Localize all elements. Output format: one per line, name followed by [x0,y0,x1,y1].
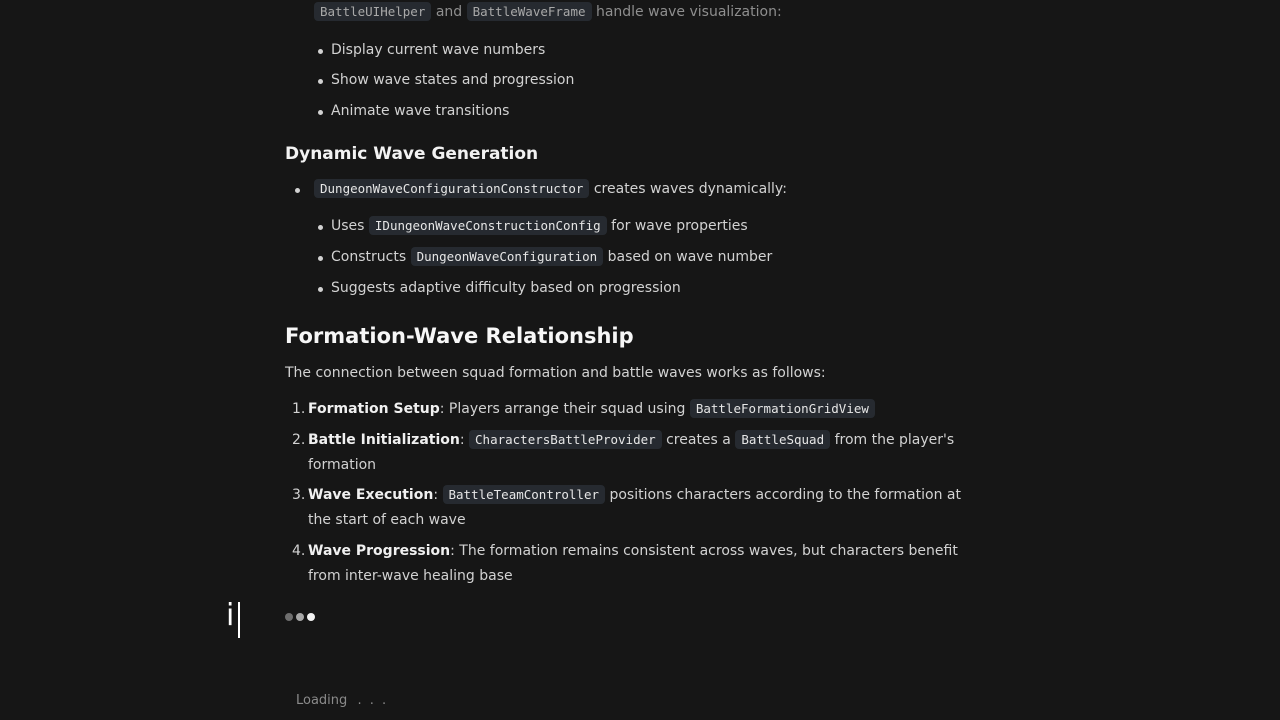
list-item: Display current wave numbers [331,42,546,58]
top-partial-line [314,4,782,20]
typing-indicator [285,606,318,625]
code-battle-formation-grid-view: BattleFormationGridView [690,399,875,418]
bullet-dot [318,287,323,292]
code-characters-battle-provider: CharactersBattleProvider [469,430,662,449]
ordered-list-item-continuation: the start of each wave [308,512,466,528]
ordered-list-item-continuation: formation [308,457,377,473]
list-item-constructor [314,181,787,197]
list-item-text: creates waves dynamically: [593,181,787,197]
item-text: positions characters according to the formation at [609,487,961,503]
typing-dot-icon [296,613,304,621]
bullet-dot [318,79,323,84]
list-item [331,218,748,234]
code-battle-squad: BattleSquad [735,430,830,449]
typing-dot-icon [307,613,315,621]
caret-bar [238,602,240,638]
item-text: : The formation remains consistent across waves, but characters benefit [450,543,958,559]
code-battle-team-controller: BattleTeamController [443,485,606,504]
list-number: 3. [292,487,306,503]
typing-dot-icon [285,613,293,621]
code-dungeon-wave-configuration-constructor: DungeonWaveConfigurationConstructor [314,179,589,198]
list-number: 2. [292,432,306,448]
list-item [331,249,772,265]
loading-status [296,693,388,708]
top-and-text: and [435,4,463,20]
item-text: creates a [666,432,731,448]
item-title: Battle Initialization [308,432,460,448]
code-battle-ui-helper: BattleUIHelper [314,2,431,21]
ordered-list-item [308,543,958,559]
bullet-dot [318,49,323,54]
text-cursor-icon: i [226,598,235,633]
list-item-text: for wave properties [611,218,748,234]
item-title: Wave Progression [308,543,451,559]
bullet-dot [295,188,300,193]
code-idungeon-wave-construction-config: IDungeonWaveConstructionConfig [369,216,607,235]
loading-ellipsis: . . . [357,693,389,708]
code-dungeon-wave-configuration: DungeonWaveConfiguration [411,247,604,266]
bullet-dot [318,225,323,230]
item-text: : [433,487,439,503]
item-text: : Players arrange their squad using [439,401,686,417]
section-heading-formation-wave: Formation-Wave Relationship [285,324,634,348]
top-rest-text: handle wave visualization: [595,4,782,20]
list-item: Show wave states and progression [331,72,575,88]
list-number: 4. [292,543,306,559]
ordered-list-item [308,432,954,448]
section-heading-dynamic-wave: Dynamic Wave Generation [285,144,539,164]
list-item-text: Constructs [331,249,407,265]
item-title: Formation Setup [308,401,440,417]
list-number: 1. [292,401,306,417]
list-item: Animate wave transitions [331,103,510,119]
list-item-text: Uses [331,218,365,234]
ordered-list-item [308,401,875,417]
list-item-text: based on wave number [607,249,773,265]
ordered-list-item [308,487,961,503]
bullet-dot [318,256,323,261]
code-battle-wave-frame: BattleWaveFrame [467,2,592,21]
bullet-dot [318,110,323,115]
item-title: Wave Execution [308,487,434,503]
loading-label: Loading [296,693,348,708]
ordered-list-item-continuation: from inter-wave healing base [308,568,513,584]
item-text: : [459,432,465,448]
section-intro: The connection between squad formation and battle waves works as follows: [285,365,826,381]
item-text: from the player's [834,432,955,448]
list-item: Suggests adaptive difficulty based on progression [331,280,681,296]
